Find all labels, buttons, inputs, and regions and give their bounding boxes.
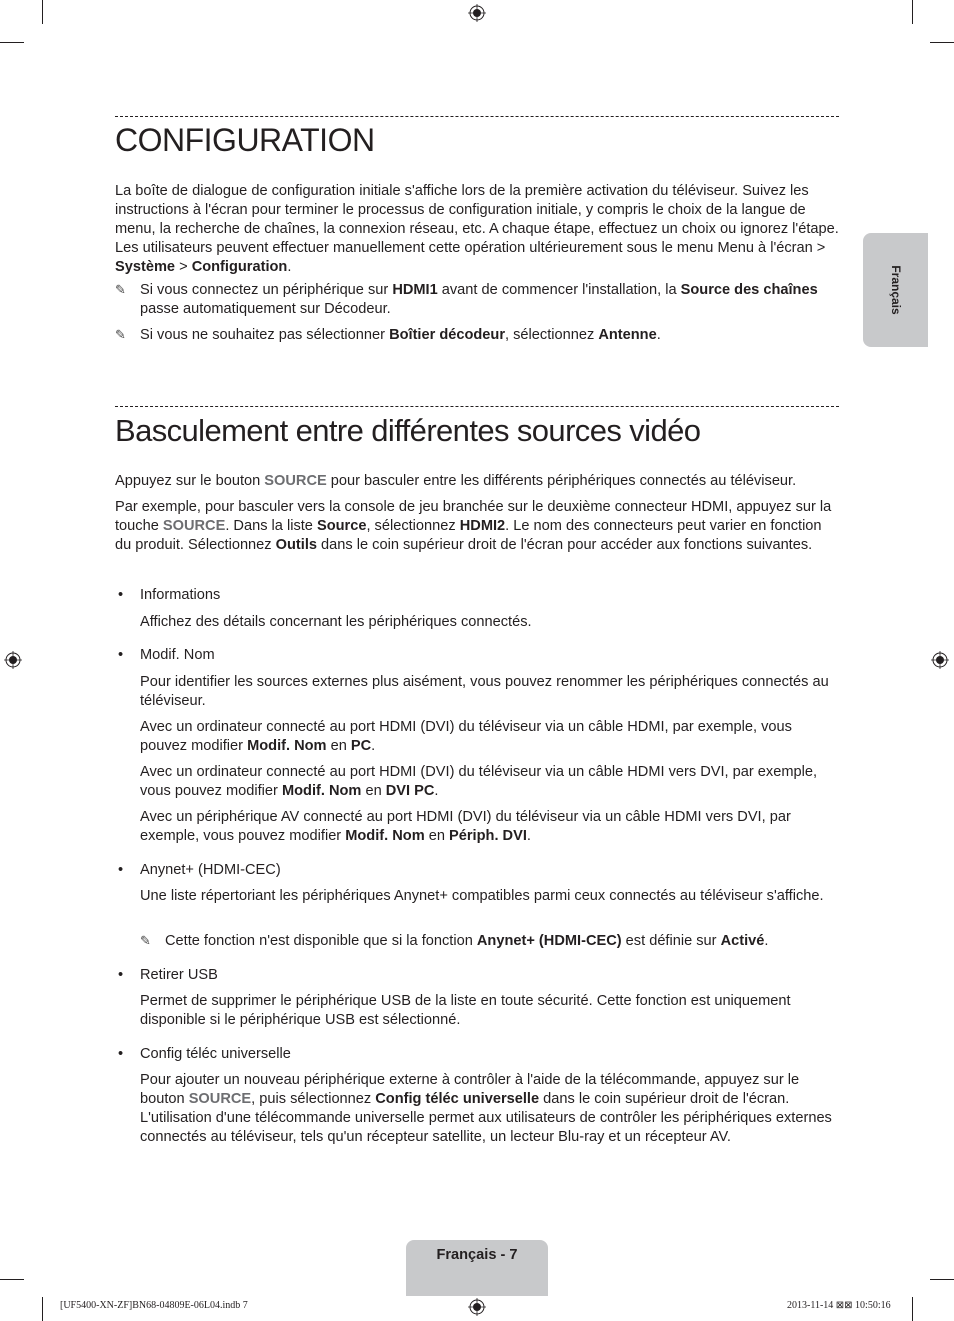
configuration-intro: La boîte de dialogue de configuration initiale s'affiche lors de la première activation du téléviseur. Suivez les instructions à l'écran pour terminer le processus de configuration initiale, y compris le choix de la langue de menu, la recherche de chaînes, la connexion réseau, etc. A chaque étape, effectuez un choix ou ignorez l'étape. Les utilisateurs peuvent effectuer manuellement cette opération ultérieurement sous le menu Menu à l'écran > Système > Configuration. — [115, 183, 839, 275]
note-anynet — [140, 932, 840, 951]
registration-mark-icon — [931, 651, 949, 669]
page-number: Français - 7 — [436, 1247, 518, 1263]
pencil-note-icon: ✎ — [115, 328, 126, 343]
pencil-note-icon: ✎ — [140, 934, 151, 949]
anynet-desc: Une liste répertoriant les périphériques Anynet+ compatibles parmi ceux connectés au téléviseur s'affiche. — [140, 888, 824, 904]
bullet-icon: • — [118, 967, 124, 983]
crop-mark — [930, 1279, 954, 1280]
crop-mark — [912, 0, 913, 24]
note-antenne-text: Si vous ne souhaitez pas sélectionner Boîtier décodeur, sélectionnez Antenne. — [140, 327, 661, 343]
registration-mark-icon — [4, 651, 22, 669]
sources-paragraph-2: Par exemple, pour basculer vers la console de jeu branchée sur le deuxième connecteur HDMI, appuyez sur la touche SOURCE. Dans la liste Source, sélectionnez HDMI2. Le nom des connecteurs peut varier en fonction du produit. Sélectionnez Outils dans le coin supérieur droit de l'écran pour accéder aux fonctions suivantes. — [115, 499, 832, 553]
list-item-retirer-usb — [115, 966, 840, 985]
note-hdmi1 — [115, 281, 840, 319]
note-anynet-text: Cette fonction n'est disponible que si la fonction Anynet+ (HDMI-CEC) est définie sur Activé. — [165, 933, 769, 949]
sources-paragraph-1: Appuyez sur le bouton SOURCE pour basculer entre les différents périphériques connectés au téléviseur. — [115, 473, 797, 489]
bullet-icon: • — [118, 647, 124, 663]
print-info-right: 2013-11-14 ⊠⊠ 10:50:16 — [787, 1300, 891, 1311]
bullet-icon: • — [118, 1046, 124, 1062]
bullet-icon: • — [118, 587, 124, 603]
modif-nom-desc-4: Avec un périphérique AV connecté au port HDMI (DVI) du téléviseur via un câble HDMI vers DVI, par exemple, vous pouvez modifier Modif. Nom en Périph. DVI. — [140, 809, 791, 844]
list-item-label: Informations — [140, 587, 221, 603]
crop-mark — [0, 42, 24, 43]
config-telec-desc: Pour ajouter un nouveau périphérique externe à contrôler à l'aide de la télécommande, appuyez sur le bouton SOURCE, puis sélectionnez Config téléc universelle dans le coin supérieur droit de l'écran. L'utilisation d'une télécommande universelle permet aux utilisateurs de contrôler les périphériques externes connectés au téléviseur, tels qu'un récepteur satellite, un lecteur Blu-ray et un récepteur AV. — [140, 1072, 832, 1145]
list-item-label: Modif. Nom — [140, 647, 215, 663]
pencil-note-icon: ✎ — [115, 283, 126, 298]
list-item-config-telec — [115, 1045, 840, 1064]
crop-mark — [42, 1297, 43, 1321]
section-divider — [115, 116, 839, 117]
list-item-informations — [115, 586, 840, 605]
crop-mark — [930, 42, 954, 43]
page-number-tab — [406, 1240, 548, 1296]
modif-nom-desc-1: Pour identifier les sources externes plus aisément, vous pouvez renommer les périphériques connectés au téléviseur. — [140, 674, 829, 709]
note-hdmi1-text: Si vous connectez un périphérique sur HDMI1 avant de commencer l'installation, la Source des chaînes passe automatiquement sur Décodeur. — [140, 282, 818, 317]
section-title-sources: Basculement entre différentes sources vidéo — [115, 413, 701, 448]
crop-mark — [912, 1297, 913, 1321]
registration-mark-icon — [468, 1298, 486, 1316]
crop-mark — [42, 0, 43, 24]
list-item-modif-nom — [115, 646, 840, 665]
retirer-usb-desc: Permet de supprimer le périphérique USB de la liste en toute sécurité. Cette fonction est uniquement disponible si le périphérique USB est sélectionné. — [140, 993, 791, 1028]
language-side-tab — [863, 233, 928, 347]
informations-desc: Affichez des détails concernant les périphériques connectés. — [140, 614, 532, 630]
list-item-label: Retirer USB — [140, 967, 218, 983]
list-item-anynet — [115, 861, 840, 880]
list-item-label: Anynet+ (HDMI-CEC) — [140, 862, 281, 878]
note-antenne — [115, 326, 840, 345]
crop-mark — [0, 1279, 24, 1280]
registration-mark-icon — [468, 4, 486, 22]
section-title-configuration: CONFIGURATION — [115, 122, 375, 158]
bullet-icon: • — [118, 862, 124, 878]
print-info-left: [UF5400-XN-ZF]BN68-04809E-06L04.indb 7 — [60, 1300, 248, 1311]
modif-nom-desc-2: Avec un ordinateur connecté au port HDMI (DVI) du téléviseur via un câble HDMI, par exemple, vous pouvez modifier Modif. Nom en PC. — [140, 719, 792, 754]
list-item-label: Config téléc universelle — [140, 1046, 291, 1062]
section-divider — [115, 406, 839, 407]
modif-nom-desc-3: Avec un ordinateur connecté au port HDMI (DVI) du téléviseur via un câble HDMI vers DVI, par exemple, vous pouvez modifier Modif. Nom en DVI PC. — [140, 764, 818, 799]
language-side-tab-label: Français — [888, 265, 903, 315]
